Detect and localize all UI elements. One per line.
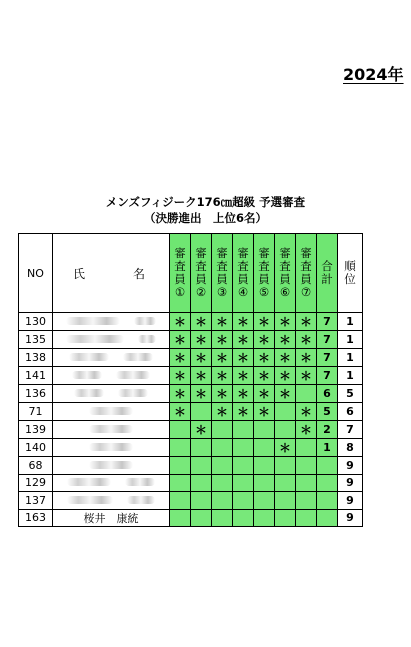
header-no: NO xyxy=(19,234,53,313)
judge-5-mark xyxy=(254,439,275,457)
row-name-redacted xyxy=(53,474,170,492)
header-judge-4: 審 査 員 ④ xyxy=(233,234,254,313)
judge-7-mark: ＊ xyxy=(296,313,317,331)
table-row xyxy=(19,331,363,349)
judge-5-mark: ＊ xyxy=(254,385,275,403)
row-total xyxy=(317,509,338,527)
row-total xyxy=(317,492,338,510)
judge-6-mark: ＊ xyxy=(275,385,296,403)
judge-1-mark xyxy=(170,457,191,475)
judge-4-mark xyxy=(233,509,254,527)
judge-6-mark: ＊ xyxy=(275,349,296,367)
row-total: 7 xyxy=(317,331,338,349)
table-row xyxy=(19,474,363,492)
row-name-redacted xyxy=(53,313,170,331)
year-heading: 2024年 xyxy=(343,65,404,84)
header-judge-7: 審 査 員 ⑦ xyxy=(296,234,317,313)
row-no: 140 xyxy=(19,439,53,457)
judge-3-mark: ＊ xyxy=(212,403,233,421)
judge-7-mark xyxy=(296,474,317,492)
row-no: 136 xyxy=(19,385,53,403)
judge-1-mark: ＊ xyxy=(170,367,191,385)
row-rank: 8 xyxy=(338,439,363,457)
judge-3-mark xyxy=(212,439,233,457)
row-rank: 7 xyxy=(338,421,363,439)
row-total: 7 xyxy=(317,349,338,367)
row-name-redacted xyxy=(53,367,170,385)
row-rank: 1 xyxy=(338,367,363,385)
judge-1-mark xyxy=(170,421,191,439)
row-name-redacted xyxy=(53,439,170,457)
header-judge-5: 審 査 員 ⑤ xyxy=(254,234,275,313)
judge-7-mark xyxy=(296,457,317,475)
row-rank: 9 xyxy=(338,509,363,527)
header-total: 合 計 xyxy=(317,234,338,313)
judge-5-mark: ＊ xyxy=(254,313,275,331)
judge-5-mark xyxy=(254,492,275,510)
judge-6-mark xyxy=(275,421,296,439)
judge-2-mark xyxy=(191,509,212,527)
table-row xyxy=(19,313,363,331)
header-judge-6: 審 査 員 ⑥ xyxy=(275,234,296,313)
row-name-redacted xyxy=(53,457,170,475)
judge-3-mark xyxy=(212,509,233,527)
judge-3-mark xyxy=(212,492,233,510)
header-name xyxy=(53,234,170,313)
judge-5-mark xyxy=(254,474,275,492)
judge-2-mark: ＊ xyxy=(191,349,212,367)
row-name-redacted xyxy=(53,403,170,421)
judge-2-mark: ＊ xyxy=(191,421,212,439)
header-judge-2: 審 査 員 ② xyxy=(191,234,212,313)
row-no: 163 xyxy=(19,509,53,527)
judge-5-mark xyxy=(254,509,275,527)
judge-1-mark xyxy=(170,509,191,527)
judge-7-mark: ＊ xyxy=(296,421,317,439)
judge-2-mark xyxy=(191,403,212,421)
judge-1-mark xyxy=(170,474,191,492)
judge-1-mark: ＊ xyxy=(170,313,191,331)
judge-5-mark: ＊ xyxy=(254,403,275,421)
row-rank: 6 xyxy=(338,403,363,421)
judge-7-mark: ＊ xyxy=(296,367,317,385)
judge-2-mark: ＊ xyxy=(191,385,212,403)
judge-4-mark xyxy=(233,474,254,492)
judge-3-mark: ＊ xyxy=(212,313,233,331)
judge-4-mark xyxy=(233,492,254,510)
header-judge-3: 審 査 員 ③ xyxy=(212,234,233,313)
judge-7-mark xyxy=(296,385,317,403)
judge-6-mark: ＊ xyxy=(275,331,296,349)
judge-3-mark: ＊ xyxy=(212,331,233,349)
row-total: 1 xyxy=(317,439,338,457)
judge-1-mark: ＊ xyxy=(170,349,191,367)
judge-1-mark xyxy=(170,439,191,457)
row-no: 68 xyxy=(19,457,53,475)
table-row xyxy=(19,439,363,457)
row-no: 137 xyxy=(19,492,53,510)
row-rank: 9 xyxy=(338,457,363,475)
row-name-redacted xyxy=(53,349,170,367)
header-name-1: 氏 xyxy=(73,266,86,281)
table-row xyxy=(19,421,363,439)
judge-5-mark: ＊ xyxy=(254,367,275,385)
judge-1-mark: ＊ xyxy=(170,403,191,421)
row-total: 7 xyxy=(317,313,338,331)
page-subtitle: （決勝進出 上位6名） xyxy=(143,211,267,225)
judge-4-mark: ＊ xyxy=(233,331,254,349)
row-no: 129 xyxy=(19,474,53,492)
row-total: 6 xyxy=(317,385,338,403)
judge-1-mark: ＊ xyxy=(170,385,191,403)
row-rank: 1 xyxy=(338,331,363,349)
row-no: 141 xyxy=(19,367,53,385)
judge-2-mark: ＊ xyxy=(191,331,212,349)
row-total: 5 xyxy=(317,403,338,421)
judge-4-mark: ＊ xyxy=(233,313,254,331)
row-name: 桜井 康統 xyxy=(53,509,170,527)
row-name-redacted xyxy=(53,492,170,510)
judge-7-mark xyxy=(296,439,317,457)
row-name-redacted xyxy=(53,385,170,403)
judge-5-mark xyxy=(254,457,275,475)
judge-6-mark: ＊ xyxy=(275,313,296,331)
judge-4-mark: ＊ xyxy=(233,403,254,421)
judge-1-mark: ＊ xyxy=(170,331,191,349)
judge-6-mark xyxy=(275,509,296,527)
header-judge-1: 審 査 員 ① xyxy=(170,234,191,313)
table-row xyxy=(19,457,363,475)
judge-5-mark: ＊ xyxy=(254,331,275,349)
judge-7-mark xyxy=(296,509,317,527)
row-total xyxy=(317,457,338,475)
row-name-redacted xyxy=(53,421,170,439)
judge-6-mark xyxy=(275,457,296,475)
judge-7-mark: ＊ xyxy=(296,331,317,349)
judge-6-mark: ＊ xyxy=(275,367,296,385)
row-total: 7 xyxy=(317,367,338,385)
judge-4-mark xyxy=(233,457,254,475)
judge-2-mark xyxy=(191,457,212,475)
table-row xyxy=(19,509,363,527)
row-rank: 9 xyxy=(338,474,363,492)
row-rank: 1 xyxy=(338,313,363,331)
judge-6-mark xyxy=(275,492,296,510)
row-no: 71 xyxy=(19,403,53,421)
row-total: 2 xyxy=(317,421,338,439)
judge-3-mark xyxy=(212,457,233,475)
judge-2-mark xyxy=(191,439,212,457)
judge-4-mark xyxy=(233,421,254,439)
judge-4-mark: ＊ xyxy=(233,385,254,403)
row-rank: 9 xyxy=(338,492,363,510)
row-rank: 5 xyxy=(338,385,363,403)
judge-6-mark: ＊ xyxy=(275,439,296,457)
judge-3-mark xyxy=(212,421,233,439)
judge-3-mark: ＊ xyxy=(212,349,233,367)
row-total xyxy=(317,474,338,492)
row-no: 139 xyxy=(19,421,53,439)
page-title: メンズフィジーク176㎝超級 予選審査 xyxy=(105,195,306,209)
judge-5-mark xyxy=(254,421,275,439)
judge-7-mark xyxy=(296,492,317,510)
judge-4-mark xyxy=(233,439,254,457)
row-rank: 1 xyxy=(338,349,363,367)
judge-3-mark xyxy=(212,474,233,492)
row-no: 135 xyxy=(19,331,53,349)
judge-2-mark: ＊ xyxy=(191,367,212,385)
header-row xyxy=(19,234,363,313)
judge-6-mark xyxy=(275,474,296,492)
judge-3-mark: ＊ xyxy=(212,367,233,385)
judge-7-mark: ＊ xyxy=(296,349,317,367)
row-name-redacted xyxy=(53,331,170,349)
results-table xyxy=(18,233,363,527)
table-row xyxy=(19,349,363,367)
judge-2-mark xyxy=(191,492,212,510)
table-row xyxy=(19,367,363,385)
row-no: 138 xyxy=(19,349,53,367)
table-row xyxy=(19,403,363,421)
header-rank: 順 位 xyxy=(338,234,363,313)
judge-7-mark: ＊ xyxy=(296,403,317,421)
judge-3-mark: ＊ xyxy=(212,385,233,403)
table-row xyxy=(19,385,363,403)
judge-2-mark xyxy=(191,474,212,492)
judge-4-mark: ＊ xyxy=(233,349,254,367)
judge-4-mark: ＊ xyxy=(233,367,254,385)
judge-2-mark: ＊ xyxy=(191,313,212,331)
table-row xyxy=(19,492,363,510)
judge-6-mark xyxy=(275,403,296,421)
judge-1-mark xyxy=(170,492,191,510)
header-name-2: 名 xyxy=(132,266,145,281)
row-no: 130 xyxy=(19,313,53,331)
judge-5-mark: ＊ xyxy=(254,349,275,367)
